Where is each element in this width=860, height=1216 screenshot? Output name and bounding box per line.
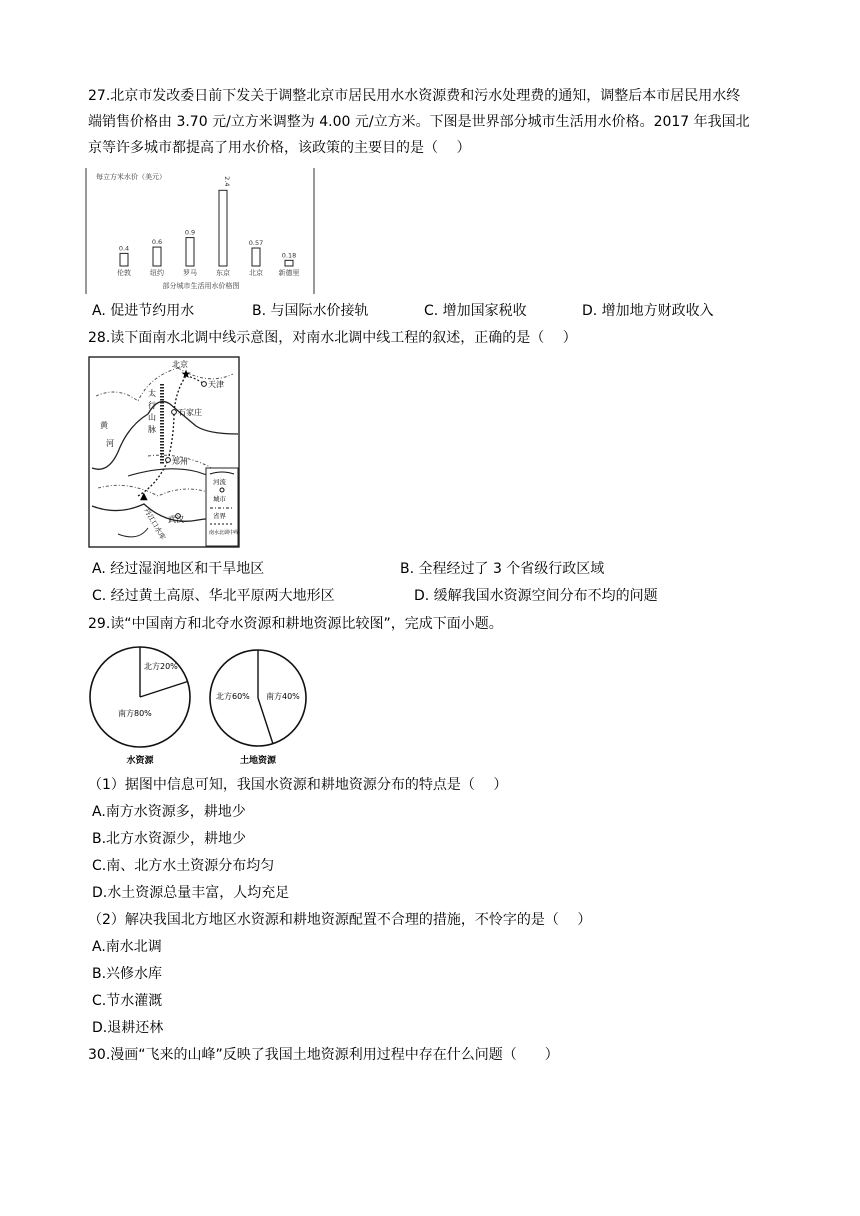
legend-route-label: 南水北调中线 (209, 530, 240, 536)
taihang-char-1: 太 (148, 389, 156, 398)
bar-value-label-3: 2.4 (223, 176, 231, 187)
q29-stem: 29.读“中国南方和北夺水资源和耕地资源比较图”，完成下面小题。 (88, 616, 503, 632)
taihang-char-2: 行 (148, 401, 156, 410)
q29-sub2-option-d[interactable]: D.退耕还林 (92, 1020, 164, 1036)
map-label-zhengzhou: 郑州 (172, 457, 188, 466)
water-pie-south-label: 南方80% (118, 709, 152, 718)
bar-category-label-0: 伦敦 (117, 269, 131, 277)
land-pie-south-label: 南方40% (266, 692, 300, 701)
legend-river-label: 河流 (213, 478, 226, 486)
water-pie-caption: 水资源 (126, 756, 154, 766)
taihang-char-4: 脉 (148, 425, 156, 434)
bar-category-label-2: 罗马 (183, 269, 197, 277)
bar-category-label-3: 东京 (216, 269, 230, 277)
q29-sub1-option-a[interactable]: A.南方水资源多，耕地少 (92, 804, 246, 820)
map-label-shijiazhuang: 石家庄 (178, 408, 202, 417)
legend-border-label: 省界 (213, 512, 226, 520)
legend-city-label: 城市 (213, 495, 226, 503)
q29-sub2-option-a[interactable]: A.南水北调 (92, 939, 162, 955)
danjiangkou-triangle-icon: ▲ (140, 491, 148, 502)
map-label-danjiangkou: 丹江口水库 (142, 507, 167, 542)
taihang-char-3: 山 (148, 413, 156, 422)
bar-5 (285, 260, 293, 266)
q27-option-d[interactable]: D. 增加地方财政收入 (582, 303, 714, 319)
q27-option-a[interactable]: A. 促进节约用水 (92, 303, 195, 319)
zhengzhou-city-marker (166, 458, 171, 463)
chart-caption: 部分城市生活用水价格图 (162, 282, 240, 290)
legend-city-symbol (220, 488, 224, 492)
q29-sub2-stem: （2）解决我国北方地区水资源和耕地资源配置不合理的措施，不怜字的是（ ） (88, 912, 592, 928)
south-north-water-diversion-map (88, 356, 240, 548)
q28-option-b[interactable]: B. 全程经过了 3 个省级行政区域 (400, 561, 605, 577)
bar-value-label-0: 0.4 (118, 244, 130, 253)
tianjin-city-marker (202, 382, 207, 387)
q27-stem-line2: 端销售价格由 3.70 元/立方米调整为 4.00 元/立方米。下图是世界部分城市生活用水价格。2017 年我国北 (88, 114, 750, 130)
q28-stem: 28.读下面南水北调中线示意图，对南水北调中线工程的叙述，正确的是（ ） (88, 330, 577, 346)
q27-option-c[interactable]: C. 增加国家税收 (424, 303, 527, 319)
huanghe-char-1: 黄 (100, 421, 108, 430)
q29-sub2-option-b[interactable]: B.兴修水库 (92, 966, 163, 982)
q27-stem-line1: 27.北京市发改委日前下发关于调整北京市居民用水水资源费和污水处理费的通知，调整后本市居民用水终 (88, 88, 741, 104)
bar-value-label-2: 0.9 (184, 228, 196, 237)
bar-2 (186, 238, 194, 266)
bar-value-label-1: 0.6 (151, 238, 163, 247)
q28-option-a[interactable]: A. 经过湿润地区和干旱地区 (92, 561, 265, 577)
bar-value-label-5: 0.18 (281, 251, 297, 260)
q27-stem-line3: 京等许多城市都提高了用水价格，该政策的主要目的是（ ） (88, 140, 471, 156)
shijiazhuang-city-marker (172, 410, 177, 415)
q27-option-b[interactable]: B. 与国际水价接轨 (252, 303, 369, 319)
water-price-bar-chart (84, 166, 318, 296)
chart-ylabel: 每立方米水价（美元） (96, 173, 166, 181)
q29-sub1-option-d[interactable]: D.水土资源总量丰富，人均充足 (92, 885, 290, 901)
q28-option-d[interactable]: D. 缓解我国水资源空间分布不均的问题 (414, 588, 658, 604)
map-label-tianjin: 天津 (208, 380, 224, 389)
q28-option-c[interactable]: C. 经过黄土高原、华北平原两大地形区 (92, 588, 335, 604)
bar-category-label-5: 新德里 (278, 269, 300, 277)
water-land-pie-charts (88, 644, 308, 770)
q29-sub1-stem: （1）据图中信息可知，我国水资源和耕地资源分布的特点是（ ） (88, 777, 508, 793)
huanghe-char-2: 河 (106, 439, 114, 448)
map-label-beijing: 北京 (172, 360, 188, 369)
bar-category-label-1: 纽约 (150, 269, 164, 277)
water-pie-north-label: 北方20% (144, 662, 178, 671)
bar-value-label-4: 0.57 (248, 239, 264, 248)
land-pie-north-label: 北方60% (216, 692, 250, 701)
q30-stem: 30.漫画“飞来的山峰”反映了我国土地资源利用过程中存在什么问题（ ） (88, 1047, 559, 1063)
bar-category-label-4: 北京 (249, 269, 263, 277)
q29-sub1-option-c[interactable]: C.南、北方水土资源分布均匀 (92, 858, 275, 874)
bar-0 (120, 253, 128, 266)
beijing-star-icon: ★ (180, 367, 192, 381)
bar-1 (153, 247, 161, 266)
q29-sub2-option-c[interactable]: C.节水灌溉 (92, 993, 163, 1009)
map-label-wuhan: 武汉 (168, 515, 184, 524)
land-pie-caption: 土地资源 (239, 756, 277, 766)
bar-4 (252, 248, 260, 266)
q29-sub1-option-b[interactable]: B.北方水资源少，耕地少 (92, 831, 247, 847)
bar-3 (219, 190, 227, 266)
